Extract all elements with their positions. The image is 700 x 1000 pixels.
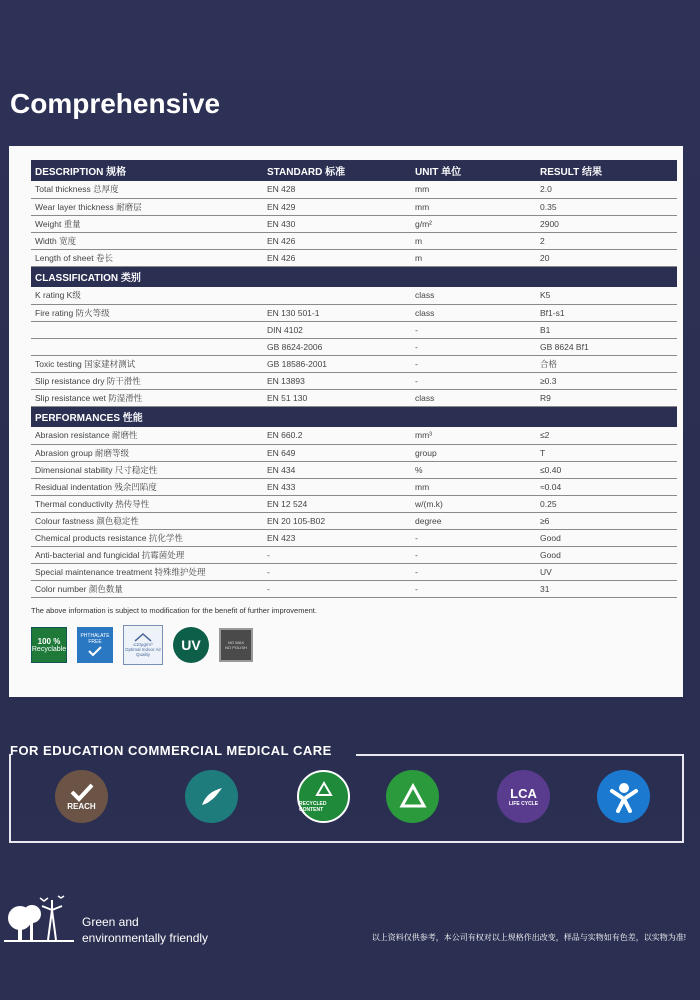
air-quality-badge: ≤10μg/m³ Optimal Indoor Air Quality: [123, 625, 163, 665]
table-row: Toxic testing 国家建材测试 GB 18586-2001 - 合格: [31, 355, 677, 372]
page-title: Comprehensive: [10, 88, 221, 119]
phthalate-free-badge: PHTHALATE FREE: [77, 627, 113, 663]
table-row: Anti-bacterial and fungicidal 抗霉菌处理 - - Good: [31, 546, 677, 563]
table-row: Abrasion resistance 耐磨性 EN 660.2 mm³ ≤2: [31, 427, 677, 444]
section-header: PERFORMANCES 性能: [31, 406, 677, 427]
table-row: Residual indentation 残余凹陷度 EN 433 mm ≈0.04: [31, 478, 677, 495]
checkmark-icon: [87, 645, 103, 657]
spec-table: [31, 160, 677, 598]
table-row: DIN 4102 - B1: [31, 321, 677, 338]
table-row: Thermal conductivity 热传导性 EN 12 524 w/(m.k) 0.25: [31, 495, 677, 512]
lca-icon: LCA LIFE CYCLE: [497, 770, 550, 823]
table-row: Dimensional stability 尺寸稳定性 EN 434 % ≤0.40: [31, 461, 677, 478]
recycled-content-icon: RECYCLED CONTENT: [297, 770, 350, 823]
table-row: Abrasion group 耐磨等级 EN 649 group T: [31, 444, 677, 461]
bird-icon: [185, 770, 238, 823]
table-row: Weight 重量 EN 430 g/m² 2900: [31, 215, 677, 232]
uv-badge: UV: [173, 627, 209, 663]
table-row: GB 8624-2006 - GB 8624 Bf1: [31, 338, 677, 355]
table-row: Length of sheet 卷长 EN 426 m 20: [31, 249, 677, 266]
spec-card: [9, 146, 683, 697]
tree-logo-icon: [2, 892, 78, 948]
table-row: Wear layer thickness 耐磨层 EN 429 mm 0.35: [31, 198, 677, 215]
table-row: Colour fastness 颜色稳定性 EN 20 105-B02 degree ≥6: [31, 512, 677, 529]
recycle-icon: [313, 781, 335, 801]
table-row: Total thickness 总厚度 EN 428 mm 2.0: [31, 181, 677, 198]
section-header: CLASSIFICATION 类别: [31, 266, 677, 287]
usage-title: FOR EDUCATION COMMERCIAL MEDICAL CARE: [10, 743, 332, 758]
recycle-icon: [386, 770, 439, 823]
section-header: DESCRIPTION 规格 STANDARD 标准 UNIT 单位 RESULT 结果: [31, 160, 677, 181]
table-row: Special maintenance treatment 特殊维护处理 - - UV: [31, 563, 677, 580]
table-row: Slip resistance dry 防干滑性 EN 13893 - ≥0.3: [31, 372, 677, 389]
checkmark-icon: [69, 782, 95, 802]
house-icon: [133, 632, 153, 642]
child-icon: [597, 770, 650, 823]
footnote: The above information is subject to modification for the benefit of further improvement.: [31, 605, 317, 615]
table-row: Chemical products resistance 抗化学性 EN 423 - Good: [31, 529, 677, 546]
no-wax-badge: NO WAX NO POLISH: [219, 628, 253, 662]
certification-badges: [31, 625, 669, 665]
recyclable-badge: 100 % Recyclable: [31, 627, 67, 663]
table-row: Slip resistance wet 防湿滑性 EN 51 130 class R9: [31, 389, 677, 406]
usage-icons-panel: [9, 754, 684, 843]
table-row: Color number 颜色数量 - - 31: [31, 580, 677, 597]
table-row: Fire rating 防火等级 EN 130 501-1 class Bf1-s1: [31, 304, 677, 321]
footer-tagline: Green and environmentally friendly: [82, 915, 209, 945]
table-row: K rating K级 class K5: [31, 287, 677, 304]
footer-disclaimer: 以上资料仅供参考，本公司有权对以上规格作出改变，样品与实物如有色差，以实物为准!: [371, 933, 686, 942]
table-row: Width 宽度 EN 426 m 2: [31, 232, 677, 249]
reach-icon: REACH: [55, 770, 108, 823]
